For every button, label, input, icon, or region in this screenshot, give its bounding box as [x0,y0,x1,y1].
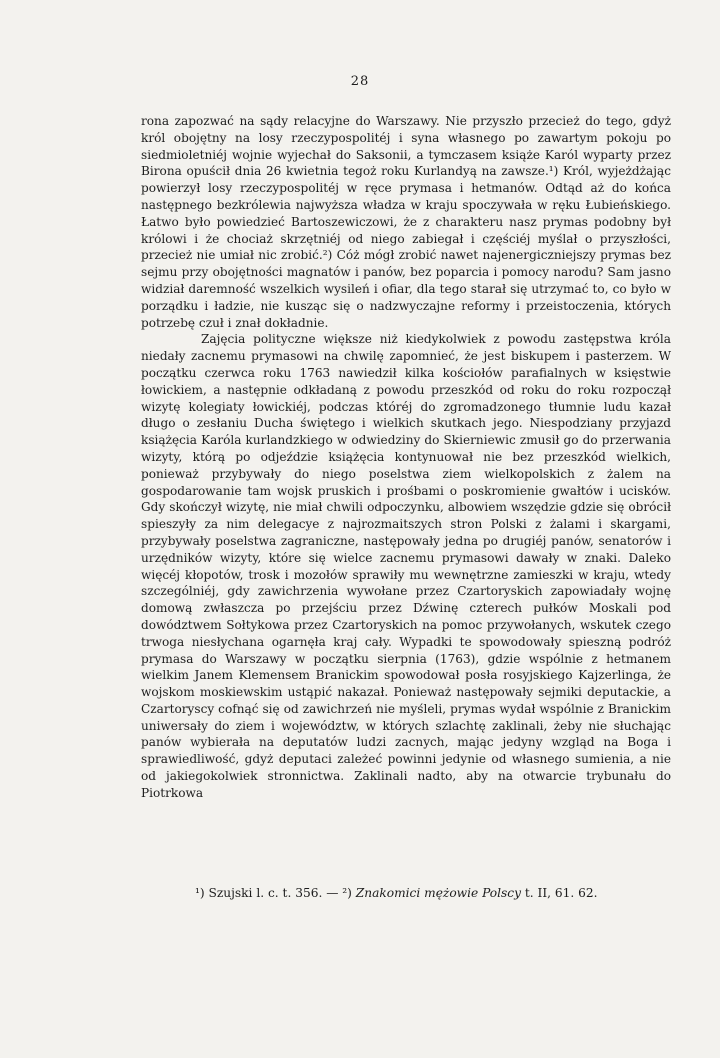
footnote-2-title: Znakomici mężowie Polscy [355,886,521,900]
footnote-1-text: Szujski l. c. t. 356. [208,886,323,900]
footnote-separator: — [326,886,339,900]
footnote-2-mark: ²) [342,886,352,900]
footnotes [195,885,675,901]
paragraph-2: Zajęcia polityczne większe niż kiedykolwiek z powodu zastępstwa króla niedały zacnemu prymasowi na chwilę zapomnieć, że jest biskupem i pasterzem. W początku czerwca roku 1763 nawiedził kilka kościołów parafialnych w księstwie łowickiem, a następnie odkładaną z powodu przeszkód od roku do roku rozpoczął wizytę kolegiaty łowickiéj, podczas któréj do zgromadzonego tłumnie ludu kazał długo o zesłaniu Ducha świętego i wielkich skutkach jego. Niespodziany przyjazd książęcia Karóla kurlandzkiego w odwiedziny do Skierniewic zmusił go do przerwania wizyty, którą po odjeździe książęcia kontynuował nie bez przeszkód wielkich, ponieważ przybywały do niego poselstwa ziem wielkopolskich z żalem na gospodarowanie tam wojsk pruskich i prośbami o poskromienie gwałtów i ucisków. Gdy skończył wizytę, nie miał chwili odpoczynku, albowiem wszędzie gdzie się obrócił spieszyły za nim delegacye z najrozmaitszych stron Polski z żalami i skargami, przybywały poselstwa zagraniczne, następowały jedna po drugiéj panów, senatorów i urzędników wizyty, które się wielce zacnemu prymasowi dawały w znaki. Daleko więcéj kłopotów, trosk i mozołów sprawiły mu wewnętrzne zamieszki w kraju, wtedy szczególniéj, gdy zawichrzenia wywołane przez Czartoryskich zapowiadały wojnę domową zwłaszcza po przejściu przez Dźwinę czterech pułków Moskali pod dowództwem Sołtykowa przez Czartoryskich na pomoc przywołanych, wskutek czego trwoga niesłychana ogarnęła kraj cały. Wypadki te spowodowały spieszną podróż prymasa do Warszawy w początku sierpnia (1763), gdzie wspólnie z hetmanem wielkim Janem Klemensem Branickim spowodował posła rosyjskiego Kajzerlinga, że wojskom moskiewskim ustąpić nakazał. Ponieważ następowały sejmiki deputackie, a Czartoryscy cofnąć się od zawichrzeń nie myśleli, prymas wydał wspólnie z Branickim uniwersały do ziem i województw, w których szlachtę zaklinali, żeby nie słuchając panów wybierała na deputatów ludzi zacnych, mając jedyny wzgląd na Boga i sprawiedliwość, gdyż deputaci zależeć powinni jedynie od własnego sumienia, a nie od jakiegokolwiek stronnictwa. Zaklinali nadto, aby na otwarcie trybunału do Piotrkowa [141,332,671,800]
main-text [141,113,671,802]
footnote-2-text: t. II, 61. 62. [524,886,598,900]
page-number: 28 [350,74,370,89]
footnote-1-mark: ¹) [195,886,205,900]
paragraph-1: rona zapozwać na sądy relacyjne do Warszawy. Nie przyszło przecież do tego, gdyż król obojętny na losy rzeczypospolitéj i syna własnego po zawartym pokoju po siedmioletniéj wojnie wyjechał do Saksonii, a tymczasem książe Karól wyparty przez Birona opuścił dnia 26 kwietnia tegoż roku Kurlandyą na zawsze.¹) Król, wyjeżdżając powierzył losy rzeczypospolitéj w ręce prymasa i hetmanów. Odtąd aż do końca następnego bezkrólewia najwyższa władza w kraju spoczywała w ręku Łubieńskiego. Łatwo było powiedzieć Bartoszewiczowi, że z charakteru nasz prymas podobny był królowi i że chociaż skrzętniéj od niego zabiegał i częściéj myślał o przyszłości, przecież nie umiał nic zrobić.²) Cóż mógł zrobić nawet najenergiczniejszy prymas bez sejmu przy obojętności magnatów i panów, bez poparcia i pomocy narodu? Sam jasno widział daremność wszelkich wysileń i ofiar, dla tego starał się utrzymać to, co było w porządku i ładzie, nie kusząc się o nadzwyczajne reformy i przeistoczenia, których potrzebę czuł i znał dokładnie. [141,114,671,330]
